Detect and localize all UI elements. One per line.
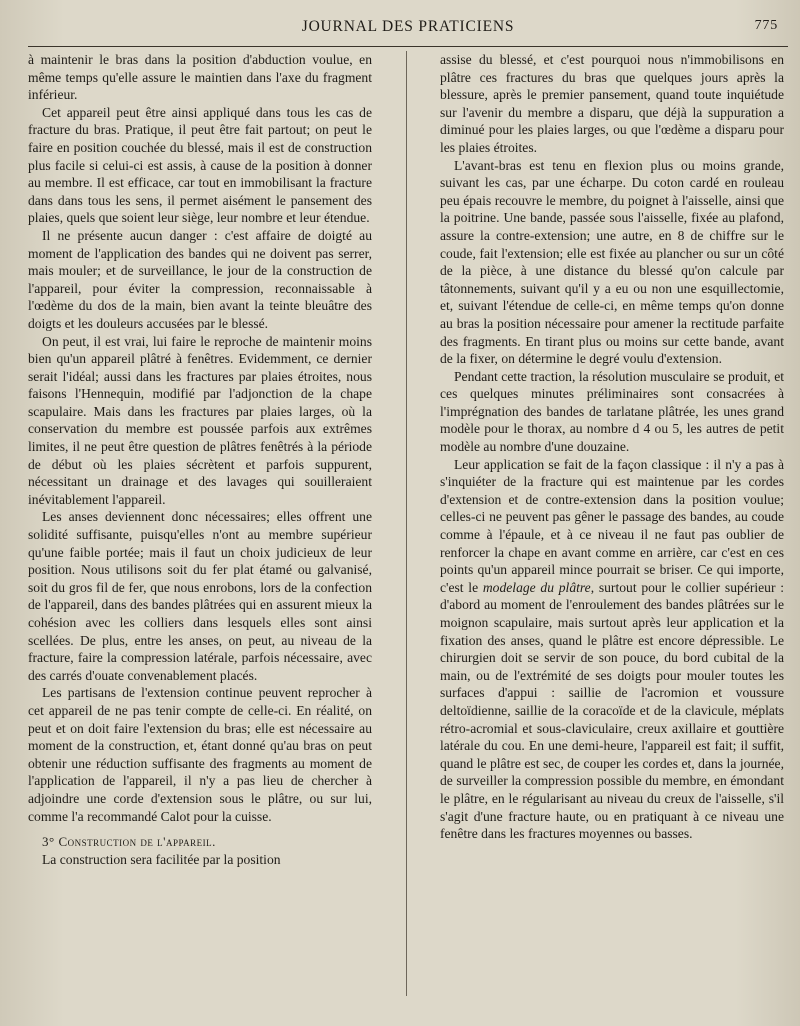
paragraph: Les partisans de l'extension continue peuvent reprocher à cet appareil de ne pas tenir compte de celle-ci. En réalité, on peut et on doit faire l'extension du bras; elle est nécessaire au moment de la construction, et, étant donné qu'au bras on peut obtenir une réduction suffisante des fragments au moment de l'application de l'appareil, il n'y a pas lieu de chercher à adjoindre une corde d'extension sous le plâtre, ou sur lui, comme l'a recommandé Calot pour la cuisse. [28, 685, 372, 824]
page-number: 775 [754, 18, 778, 33]
paragraph: Cet appareil peut être ainsi appliqué dans tous les cas de fracture du bras. Pratique, il peut être fait partout; on peut le faire en position couchée du blessé, mais il est de construction plus facile si celui-ci est assis, à cause de la position à donner au membre. Il est efficace, car tout en immobilisant la fracture dans dans tous les sens, il permet aisément le pansement des plaies, quels que soient leur siège, leur nombre et leur étendue. [28, 104, 372, 226]
header-rule [28, 46, 788, 47]
paragraph: à maintenir le bras dans la position d'abduction voulue, en même temps qu'elle assure le maintien dans l'axe du fragment inférieur. [28, 52, 372, 103]
paragraph: On peut, il est vrai, lui faire le reproche de maintenir moins bien qu'un appareil plâtré à fenêtres. Evidemment, ce dernier serait l'idéal; aussi dans les fractures par plaies étroites, nous faisons l'Hennequin, modifié par l'adjonction de la chape scapulaire. Mais dans les fractures par plaies larges, où la conservation du membre est poussée parfois aux extrêmes limites, il ne peut être question de plâtres fenêtrés à la période de début où les plaies sécrètent et parfois suppurent, nécessitant un drainage et des lavages qui souilleraient inévitablement l'appareil. [28, 333, 372, 507]
text-columns [28, 51, 784, 996]
journal-title: JOURNAL DES PRATICIENS [301, 18, 515, 35]
paragraph [440, 456, 784, 843]
text-run: Leur application se fait de la façon classique : il n'y a pas à s'inquiéter de la fracture qui est maintenue par les cordes d'extension et de contre-extension dans la position voulue; celles-ci ne peuvent pas gêner le passage des bandes, au coude comme à l'épaule, et à ce niveau il ne faut pas oublier de renforcer la chape en avant comme en arrière, car c'est en ces points qu'un appareil mince pourrait se briser. Ce qui importe, c'est le [440, 456, 784, 595]
paragraph: L'avant-bras est tenu en flexion plus ou moins grande, suivant les cas, par une écharpe. Du coton cardé en rouleau peu épais recouvre le membre, du poignet à l'aisselle, ainsi que la poitrine. Une bande, passée sous l'aisselle, fixée au plafond, assure la contre-extension; une autre, en 8 de chiffre sur le coude, fait l'extension; elle est fixée au plancher ou sur un côté de la pièce, à une distance du blessé qu'on calcule par tâtonnements, suivant qu'il y a eu ou non une esquillectomie, et, suivant l'étendue de celle-ci, en même temps qu'on donne au bras la position nécessaire pour amener la rectitude parfaite des fragments. En tirant plus ou moins sur cette bande, avant de la fixer, on détermine le degré voulu d'extension. [440, 157, 784, 367]
section-number: 3° [42, 834, 55, 850]
paragraph: Les anses deviennent donc nécessaires; elles offrent une solidité suffisante, puisqu'elles n'ont au membre supérieur qu'une faible portée; mais il faut un choix judicieux de leur position. Nous utilisons soit du fer plat étamé ou galvanisé, soit du gros fil de fer, que nous enrobons, lors de la confection de l'appareil, dans des bandes plâtrées qui en assurent mieux la cohésion avec les colliers dans lesquels elles sont ainsi scellées. De plus, entre les anses, on peut, au niveau de la fracture, faire la compression latérale, parfois nécessaire, avec des carrés d'ouate convenablement placés. [28, 509, 372, 683]
section-heading [28, 833, 372, 851]
text-run: , surtout pour le collier supérieur : d'abord au moment de l'enroulement des bandes plâtrées sur le moignon scapulaire, mais surtout après leur application et la fixation des anses, quand le plâtre est encore dépressible. Le chirurgien doit se servir de son pouce, du bord cubital de la main, ou de l'extrémité de ses doigts pour mouler toutes les surfaces d'appui : saillie de l'acromion et voussure deltoïdienne, saillie de la coracoïde et de la clavicule, méplats rétro-acromial et sous-claviculaire, creux axillaire et gouttière latérale du cou. En une demi-heure, l'appareil est fait; il suffit, quand le plâtre est sec, de couper les cordes et, dans la journée, de surveiller la compression possible du membre, en émondant le plâtre, en le régularisant au niveau du creux de l'aisselle, s'il s'agit d'une fracture haute, ou en pratiquant à ce niveau une fenêtre dans les fractures moyennes ou basses. [440, 579, 785, 842]
paragraph: assise du blessé, et c'est pourquoi nous n'immobilisons en plâtre ces fractures du bras que quelques jours après la blessure, après le premier pansement, quand toute inquiétude sur l'avenir du membre a disparu, que déjà la suppuration a diminué pour les plaies larges, ou que l'œdème a disparu pour les plaies étroites. [440, 52, 784, 155]
section-title: Construction de l'appareil. [58, 834, 216, 850]
right-column [440, 51, 784, 996]
paragraph: La construction sera facilitée par la position [42, 851, 281, 867]
paragraph: Il ne présente aucun danger : c'est affaire de doigté au moment de l'application des bandes qui ne doivent pas serrer, mais mouler; et de surveillance, le jour de la construction de l'appareil, pour éviter la compression, reconnaissable à l'œdème du dos de la main, bien avant la teinte bleuâtre des doigts et les douleurs accusées par le blessé. [28, 227, 372, 331]
column-divider [406, 51, 407, 996]
emphasis-text: modelage du plâtre [482, 579, 591, 595]
paragraph: Pendant cette traction, la résolution musculaire se produit, et ces quelques minutes préliminaires sont consacrées à l'imprégnation des bandes de tarlatane plâtrée, les unes grand modèle pour le thorax, au nombre d 4 ou 5, les autres de petit modèle au nombre d'une douzaine. [440, 368, 784, 455]
running-head [28, 18, 778, 44]
left-column [28, 51, 372, 996]
